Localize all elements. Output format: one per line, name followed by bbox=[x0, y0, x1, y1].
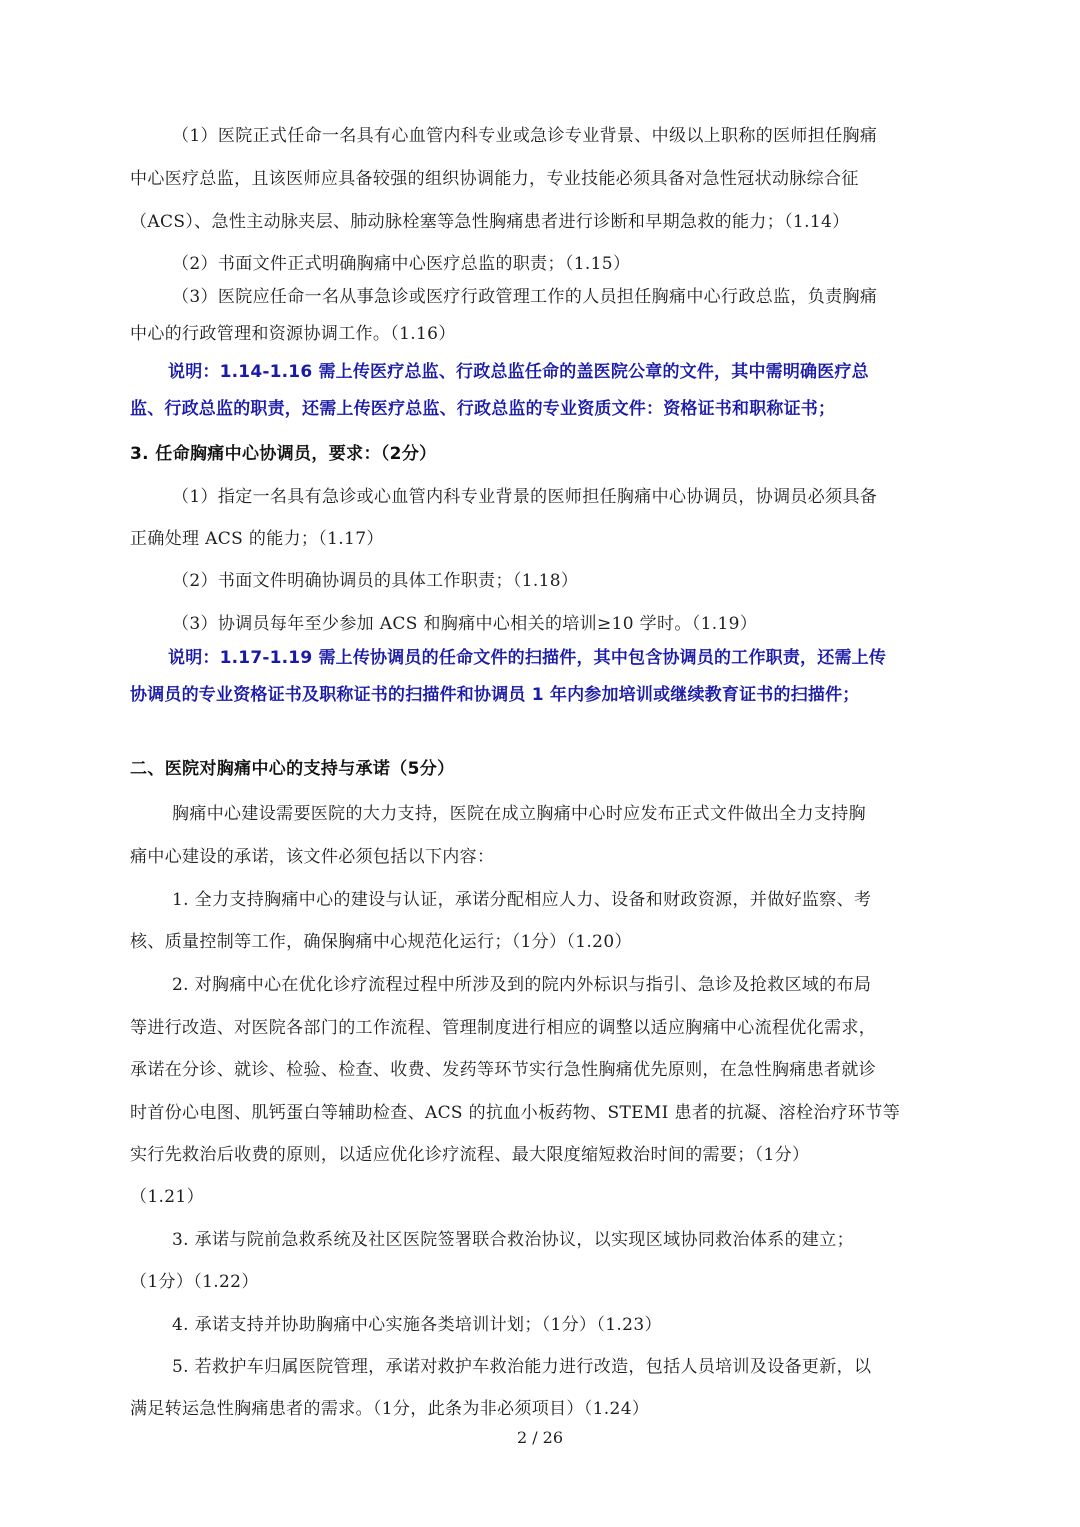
text-line: 5. 若救护车归属医院管理，承诺对救护车救治能力进行改造，包括人员培训及设备更新，以 bbox=[172, 1357, 872, 1377]
text-line: 核、质量控制等工作，确保胸痛中心规范化运行；（1分）（1.20） bbox=[130, 932, 632, 952]
section-heading: 3. 任命胸痛中心协调员，要求：（2分） bbox=[130, 444, 437, 464]
text-line: 承诺在分诊、就诊、检验、检查、收费、发药等环节实行急性胸痛优先原则，在急性胸痛患者就诊 bbox=[130, 1060, 877, 1080]
text-line: （2）书面文件正式明确胸痛中心医疗总监的职责；（1.15） bbox=[172, 254, 631, 274]
text-line: （1分）（1.22） bbox=[130, 1272, 259, 1292]
note-line: 说明：1.14-1.16 需上传医疗总监、行政总监任命的盖医院公章的文件，其中需明确医疗总 bbox=[168, 362, 869, 382]
note-line: 协调员的专业资格证书及职称证书的扫描件和协调员 1 年内参加培训或继续教育证书的扫描件； bbox=[130, 685, 860, 705]
text-line: 时首份心电图、肌钙蛋白等辅助检查、ACS 的抗血小板药物、STEMI 患者的抗凝、溶栓治疗环节等 bbox=[130, 1103, 901, 1123]
text-line: （3）医院应任命一名从事急诊或医疗行政管理工作的人员担任胸痛中心行政总监，负责胸痛 bbox=[172, 287, 878, 307]
text-line: （1.21） bbox=[130, 1187, 204, 1207]
note-line: 监、行政总监的职责，还需上传医疗总监、行政总监的专业资质文件：资格证书和职称证书； bbox=[130, 399, 836, 419]
text-line: 满足转运急性胸痛患者的需求。（1分，此条为非必须项目）（1.24） bbox=[130, 1399, 650, 1419]
text-line: 中心的行政管理和资源协调工作。（1.16） bbox=[130, 324, 456, 344]
text-line: 实行先救治后收费的原则，以适应优化诊疗流程、最大限度缩短救治时间的需要；（1分） bbox=[130, 1145, 810, 1165]
text-line: 等进行改造、对医院各部门的工作流程、管理制度进行相应的调整以适应胸痛中心流程优化需求， bbox=[130, 1018, 877, 1038]
text-line: 3. 承诺与院前急救系统及社区医院签署联合救治协议，以实现区域协同救治体系的建立； bbox=[172, 1230, 854, 1250]
text-line: 2. 对胸痛中心在优化诊疗流程过程中所涉及到的院内外标识与指引、急诊及抢救区域的布局 bbox=[172, 975, 872, 995]
text-line: 正确处理 ACS 的能力；（1.17） bbox=[130, 529, 384, 549]
text-line: （1）医院正式任命一名具有心血管内科专业或急诊专业背景、中级以上职称的医师担任胸痛 bbox=[172, 126, 878, 146]
text-line: 中心医疗总监，且该医师应具备较强的组织协调能力，专业技能必须具备对急性冠状动脉综合征 bbox=[130, 169, 859, 189]
text-line: 1. 全力支持胸痛中心的建设与认证，承诺分配相应人力、设备和财政资源，并做好监察、考 bbox=[172, 890, 872, 910]
text-line: （1）指定一名具有急诊或心血管内科专业背景的医师担任胸痛中心协调员，协调员必须具备 bbox=[172, 487, 878, 507]
text-line: 胸痛中心建设需要医院的大力支持，医院在成立胸痛中心时应发布正式文件做出全力支持胸 bbox=[172, 804, 866, 824]
note-line: 说明：1.17-1.19 需上传协调员的任命文件的扫描件，其中包含协调员的工作职责，还需上传 bbox=[168, 648, 887, 668]
page-number: 2 / 26 bbox=[516, 1428, 564, 1447]
text-line: （3）协调员每年至少参加 ACS 和胸痛中心相关的培训≥10 学时。（1.19） bbox=[172, 614, 758, 634]
text-line: （ACS）、急性主动脉夹层、肺动脉栓塞等急性胸痛患者进行诊断和早期急救的能力；（1.14） bbox=[130, 212, 850, 232]
text-line: 痛中心建设的承诺，该文件必须包括以下内容： bbox=[130, 847, 495, 867]
text-line: （2）书面文件明确协调员的具体工作职责；（1.18） bbox=[172, 571, 579, 591]
section-heading: 二、医院对胸痛中心的支持与承诺（5分） bbox=[130, 759, 455, 779]
text-line: 4. 承诺支持并协助胸痛中心实施各类培训计划；（1分）（1.23） bbox=[172, 1315, 662, 1335]
